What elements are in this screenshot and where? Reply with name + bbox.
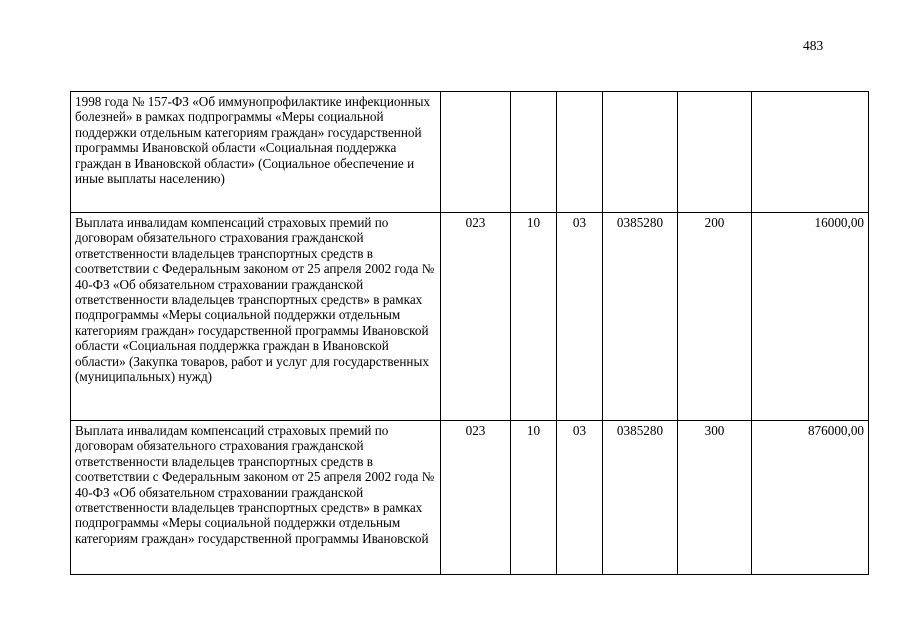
section-code-cell: 10 (511, 421, 557, 575)
amount-cell (752, 92, 869, 213)
row-description: 1998 года № 157-ФЗ «Об иммунопрофилактике инфекционных болезней» в рамках подпрограммы «Меры социальной поддержки отдельным категориям граждан» государственной программы Ивановской области «Социальная поддержка граждан в Ивановской области» (Социальное обеспечение и иные выплаты населению) (71, 92, 441, 213)
target-article-cell: 0385280 (603, 213, 678, 421)
row-description: Выплата инвалидам компенсаций страховых премий по договорам обязательного страхования гражданской ответственности владельцев транспортных средств в соответствии с Федеральным законом от 25 апреля 2002 года № 40-ФЗ «Об обязательном страховании гражданской ответственности владельцев транспортных средств» в рамках подпрограммы «Меры социальной поддержки отдельным категориям граждан» государственной программы Ивановской области «Социальная поддержка граждан в Ивановской области» (Закупка товаров, работ и услуг для государственных (муниципальных) нужд) (71, 213, 441, 421)
section-code-cell: 10 (511, 213, 557, 421)
page-number: 483 (803, 38, 824, 53)
ministry-code-cell: 023 (441, 213, 511, 421)
expense-type-cell: 300 (678, 421, 752, 575)
subsection-code-cell: 03 (557, 213, 603, 421)
budget-table (70, 91, 869, 575)
subsection-code-cell: 03 (557, 421, 603, 575)
table-row (71, 92, 869, 213)
table-row (71, 213, 869, 421)
table-row (71, 421, 869, 575)
target-article-cell (603, 92, 678, 213)
ministry-code-cell (441, 92, 511, 213)
row-description: Выплата инвалидам компенсаций страховых премий по договорам обязательного страхования гражданской ответственности владельцев транспортных средств в соответствии с Федеральным законом от 25 апреля 2002 года № 40-ФЗ «Об обязательном страховании гражданской ответственности владельцев транспортных средств» в рамках подпрограммы «Меры социальной поддержки отдельным категориям граждан» государственной программы Ивановской (75, 423, 435, 546)
expense-type-cell (678, 92, 752, 213)
subsection-code-cell (557, 92, 603, 213)
ministry-code-cell: 023 (441, 421, 511, 575)
amount-cell: 876000,00 (752, 421, 869, 575)
target-article-cell: 0385280 (603, 421, 678, 575)
section-code-cell (511, 92, 557, 213)
row-description-cell (71, 421, 441, 575)
expense-type-cell: 200 (678, 213, 752, 421)
amount-cell: 16000,00 (752, 213, 869, 421)
